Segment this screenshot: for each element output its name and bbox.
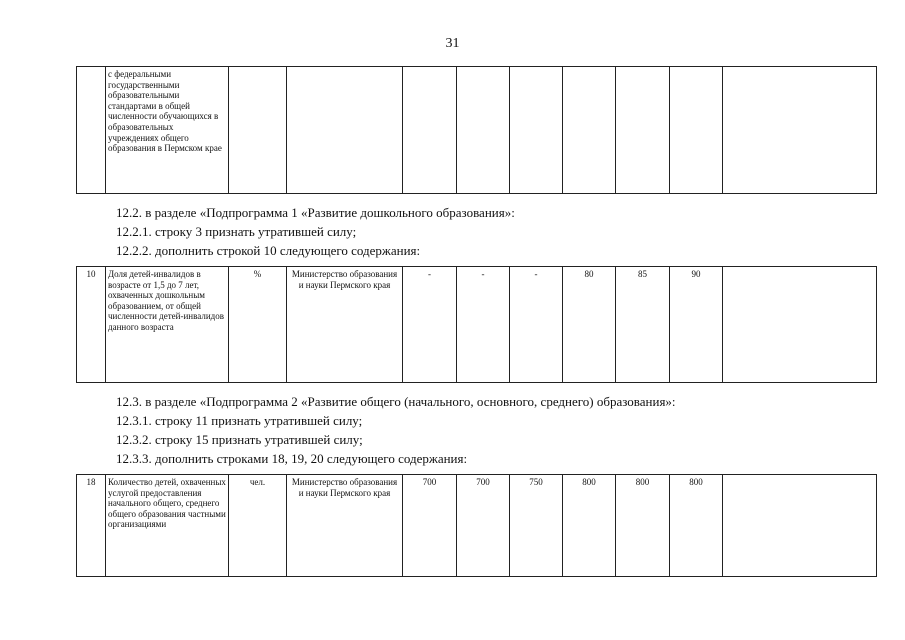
value-cell: - — [403, 267, 457, 383]
page-number: 31 — [445, 36, 460, 51]
value-cell — [510, 67, 563, 194]
value-cell — [616, 67, 670, 194]
value-cell — [723, 267, 877, 383]
value-cell: 90 — [670, 267, 723, 383]
value-cell — [457, 67, 510, 194]
row-number-cell: 10 — [77, 267, 106, 383]
indicator-name-cell: Доля детей-инвалидов в возрасте от 1,5 до 7 лет, охваченных дошкольным образованием, от общей численности детей-инвалидов данного возраста — [106, 267, 229, 383]
unit-cell — [229, 67, 287, 194]
value-cell — [723, 67, 877, 194]
executor-cell — [287, 67, 403, 194]
value-cell — [670, 67, 723, 194]
executor-cell: Министерство образования и науки Пермского края — [287, 267, 403, 383]
value-cell — [403, 67, 457, 194]
indicator-name-cell: Количество детей, охваченных услугой предоставления начального общего, среднего общего образования частными организациями — [106, 475, 229, 577]
value-cell: 80 — [563, 267, 616, 383]
executor-cell: Министерство образования и науки Пермского края — [287, 475, 403, 577]
value-cell: 800 — [563, 475, 616, 577]
value-cell: - — [510, 267, 563, 383]
unit-cell: % — [229, 267, 287, 383]
row-number-cell — [77, 67, 106, 194]
table-row — [77, 67, 877, 194]
paragraph: 12.3. в разделе «Подпрограмма 2 «Развитие общего (начального, основного, среднего) образования»: — [116, 394, 676, 409]
row-number-cell: 18 — [77, 475, 106, 577]
value-cell: 800 — [616, 475, 670, 577]
paragraph: 12.2. в разделе «Подпрограмма 1 «Развитие дошкольного образования»: — [116, 205, 515, 220]
value-cell: 800 — [670, 475, 723, 577]
value-cell: 85 — [616, 267, 670, 383]
value-cell: - — [457, 267, 510, 383]
paragraph: 12.3.3. дополнить строками 18, 19, 20 следующего содержания: — [116, 451, 468, 466]
table-row — [77, 475, 877, 577]
table-row — [77, 267, 877, 383]
value-cell: 700 — [403, 475, 457, 577]
unit-cell: чел. — [229, 475, 287, 577]
value-cell — [723, 475, 877, 577]
value-cell: 750 — [510, 475, 563, 577]
table-fragment-2 — [76, 266, 877, 383]
paragraph: 12.2.2. дополнить строкой 10 следующего содержания: — [116, 243, 421, 258]
value-cell — [563, 67, 616, 194]
table-fragment-3 — [76, 474, 877, 577]
paragraph: 12.2.1. строку 3 признать утратившей силу; — [116, 224, 357, 239]
table-fragment-1 — [76, 66, 877, 194]
paragraph: 12.3.2. строку 15 признать утратившей силу; — [116, 432, 363, 447]
value-cell: 700 — [457, 475, 510, 577]
paragraph: 12.3.1. строку 11 признать утратившей силу; — [116, 413, 363, 428]
indicator-name-cell: с федеральными государственными образовательными стандартами в общей численности обучающихся в образовательных учреждениях общего образования в Пермском крае — [106, 67, 229, 194]
